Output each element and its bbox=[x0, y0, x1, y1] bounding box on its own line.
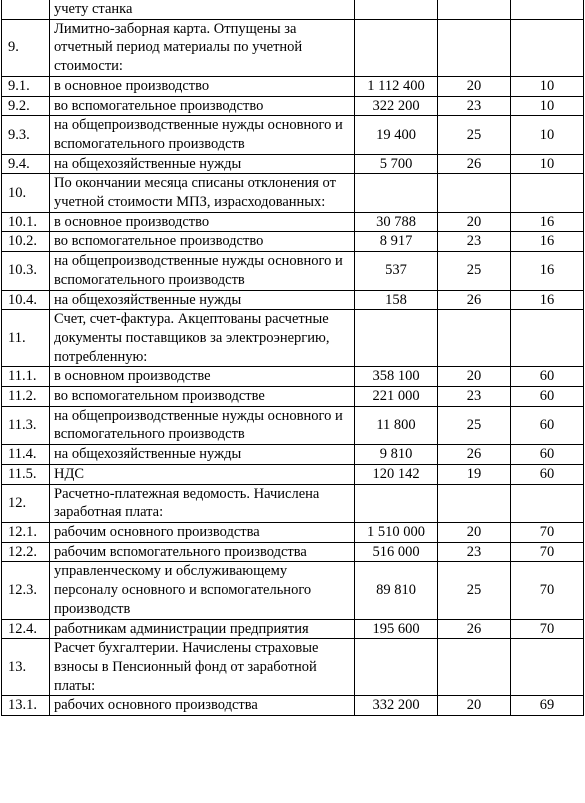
row-amount: 158 bbox=[355, 290, 438, 310]
row-amount: 322 200 bbox=[355, 96, 438, 116]
row-credit-account: 70 bbox=[511, 522, 584, 542]
row-amount bbox=[355, 484, 438, 522]
row-credit-account bbox=[511, 639, 584, 696]
row-credit-account bbox=[511, 310, 584, 367]
row-description: учету станка bbox=[50, 0, 355, 19]
row-debit-account: 25 bbox=[438, 562, 511, 619]
row-number: 13. bbox=[2, 639, 50, 696]
row-description: во вспомогательном производстве bbox=[50, 387, 355, 407]
table-row bbox=[2, 639, 584, 696]
row-credit-account: 16 bbox=[511, 290, 584, 310]
row-debit-account bbox=[438, 0, 511, 19]
row-number: 10. bbox=[2, 174, 50, 212]
row-amount: 221 000 bbox=[355, 387, 438, 407]
row-credit-account: 60 bbox=[511, 406, 584, 444]
row-description: НДС bbox=[50, 464, 355, 484]
row-credit-account: 69 bbox=[511, 696, 584, 716]
row-debit-account: 20 bbox=[438, 696, 511, 716]
row-description: рабочим основного производства bbox=[50, 522, 355, 542]
table-row bbox=[2, 232, 584, 252]
row-number: 9.1. bbox=[2, 76, 50, 96]
row-description: во вспомогательное производство bbox=[50, 232, 355, 252]
row-debit-account: 26 bbox=[438, 445, 511, 465]
row-credit-account: 70 bbox=[511, 542, 584, 562]
row-amount bbox=[355, 639, 438, 696]
row-amount: 30 788 bbox=[355, 212, 438, 232]
row-number: 12.4. bbox=[2, 619, 50, 639]
row-debit-account: 19 bbox=[438, 464, 511, 484]
row-credit-account: 70 bbox=[511, 619, 584, 639]
row-credit-account bbox=[511, 484, 584, 522]
row-description: рабочих основного производства bbox=[50, 696, 355, 716]
row-description: в основном производстве bbox=[50, 367, 355, 387]
table-row bbox=[2, 116, 584, 154]
row-description: рабочим вспомогательного производства bbox=[50, 542, 355, 562]
row-number: 11.2. bbox=[2, 387, 50, 407]
row-debit-account: 26 bbox=[438, 154, 511, 174]
row-description: в основное производство bbox=[50, 76, 355, 96]
table-row bbox=[2, 252, 584, 290]
row-debit-account bbox=[438, 310, 511, 367]
row-amount: 19 400 bbox=[355, 116, 438, 154]
row-number: 9.2. bbox=[2, 96, 50, 116]
row-debit-account: 20 bbox=[438, 367, 511, 387]
row-debit-account: 23 bbox=[438, 387, 511, 407]
row-description: на общехозяйственные нужды bbox=[50, 290, 355, 310]
row-credit-account: 10 bbox=[511, 116, 584, 154]
table-row bbox=[2, 19, 584, 76]
row-credit-account: 60 bbox=[511, 367, 584, 387]
row-amount: 11 800 bbox=[355, 406, 438, 444]
row-credit-account: 16 bbox=[511, 252, 584, 290]
row-credit-account bbox=[511, 19, 584, 76]
table-row bbox=[2, 387, 584, 407]
table-row bbox=[2, 290, 584, 310]
row-description: на общепроизводственные нужды основного и вспомогательного производств bbox=[50, 406, 355, 444]
table-row bbox=[2, 0, 584, 19]
table-row bbox=[2, 154, 584, 174]
row-description: на общепроизводственные нужды основного и вспомогательного производств bbox=[50, 116, 355, 154]
row-debit-account: 25 bbox=[438, 116, 511, 154]
journal-table bbox=[1, 0, 584, 716]
table-row bbox=[2, 522, 584, 542]
table-row bbox=[2, 696, 584, 716]
row-amount: 1 112 400 bbox=[355, 76, 438, 96]
row-number bbox=[2, 0, 50, 19]
row-description: в основное производство bbox=[50, 212, 355, 232]
row-number: 12.2. bbox=[2, 542, 50, 562]
table-row bbox=[2, 619, 584, 639]
table-row bbox=[2, 562, 584, 619]
row-number: 11. bbox=[2, 310, 50, 367]
row-number: 12. bbox=[2, 484, 50, 522]
row-amount: 1 510 000 bbox=[355, 522, 438, 542]
row-amount: 8 917 bbox=[355, 232, 438, 252]
row-number: 11.3. bbox=[2, 406, 50, 444]
row-debit-account bbox=[438, 19, 511, 76]
row-debit-account bbox=[438, 174, 511, 212]
row-debit-account: 20 bbox=[438, 76, 511, 96]
row-amount bbox=[355, 310, 438, 367]
row-debit-account: 20 bbox=[438, 522, 511, 542]
row-credit-account: 60 bbox=[511, 464, 584, 484]
row-amount: 5 700 bbox=[355, 154, 438, 174]
journal-table-body bbox=[2, 0, 584, 716]
row-number: 10.4. bbox=[2, 290, 50, 310]
row-description: во вспомогательное производство bbox=[50, 96, 355, 116]
row-credit-account bbox=[511, 0, 584, 19]
table-row bbox=[2, 310, 584, 367]
row-amount: 89 810 bbox=[355, 562, 438, 619]
row-number: 11.4. bbox=[2, 445, 50, 465]
row-debit-account: 23 bbox=[438, 232, 511, 252]
row-number: 10.2. bbox=[2, 232, 50, 252]
table-row bbox=[2, 542, 584, 562]
row-amount: 358 100 bbox=[355, 367, 438, 387]
row-number: 13.1. bbox=[2, 696, 50, 716]
row-debit-account: 20 bbox=[438, 212, 511, 232]
row-description: По окончании месяца списаны отклонения от учетной стоимости МПЗ, израсходованных: bbox=[50, 174, 355, 212]
row-debit-account bbox=[438, 484, 511, 522]
row-description: работникам администрации предприятия bbox=[50, 619, 355, 639]
row-credit-account: 70 bbox=[511, 562, 584, 619]
row-number: 11.5. bbox=[2, 464, 50, 484]
row-amount: 120 142 bbox=[355, 464, 438, 484]
row-debit-account: 23 bbox=[438, 542, 511, 562]
table-row bbox=[2, 464, 584, 484]
row-description: Расчетно-платежная ведомость. Начислена заработная плата: bbox=[50, 484, 355, 522]
table-row bbox=[2, 174, 584, 212]
row-amount bbox=[355, 174, 438, 212]
row-amount: 332 200 bbox=[355, 696, 438, 716]
row-description: Лимитно-заборная карта. Отпущены за отчетный период материалы по учетной стоимости: bbox=[50, 19, 355, 76]
row-debit-account: 23 bbox=[438, 96, 511, 116]
table-row bbox=[2, 406, 584, 444]
row-description: Расчет бухгалтерии. Начислены страховые взносы в Пенсионный фонд от заработной платы: bbox=[50, 639, 355, 696]
row-credit-account: 60 bbox=[511, 387, 584, 407]
row-amount: 195 600 bbox=[355, 619, 438, 639]
row-debit-account: 25 bbox=[438, 252, 511, 290]
row-debit-account bbox=[438, 639, 511, 696]
row-credit-account: 10 bbox=[511, 96, 584, 116]
row-number: 10.1. bbox=[2, 212, 50, 232]
row-debit-account: 26 bbox=[438, 290, 511, 310]
table-row bbox=[2, 212, 584, 232]
row-number: 12.1. bbox=[2, 522, 50, 542]
table-row bbox=[2, 367, 584, 387]
row-credit-account: 60 bbox=[511, 445, 584, 465]
row-amount: 9 810 bbox=[355, 445, 438, 465]
row-credit-account: 16 bbox=[511, 212, 584, 232]
row-number: 10.3. bbox=[2, 252, 50, 290]
row-amount: 516 000 bbox=[355, 542, 438, 562]
row-number: 9.4. bbox=[2, 154, 50, 174]
row-credit-account: 10 bbox=[511, 154, 584, 174]
row-description: на общехозяйственные нужды bbox=[50, 154, 355, 174]
row-description: управленческому и обслуживающему персоналу основного и вспомогательного производств bbox=[50, 562, 355, 619]
row-number: 12.3. bbox=[2, 562, 50, 619]
row-number: 9. bbox=[2, 19, 50, 76]
row-amount bbox=[355, 19, 438, 76]
row-credit-account bbox=[511, 174, 584, 212]
row-description: на общехозяйственные нужды bbox=[50, 445, 355, 465]
row-description: Счет, счет-фактура. Акцептованы расчетные документы поставщиков за электроэнергию, потребленную: bbox=[50, 310, 355, 367]
row-number: 11.1. bbox=[2, 367, 50, 387]
table-row bbox=[2, 76, 584, 96]
table-row bbox=[2, 445, 584, 465]
row-credit-account: 16 bbox=[511, 232, 584, 252]
row-debit-account: 25 bbox=[438, 406, 511, 444]
table-row bbox=[2, 96, 584, 116]
row-amount bbox=[355, 0, 438, 19]
row-debit-account: 26 bbox=[438, 619, 511, 639]
row-amount: 537 bbox=[355, 252, 438, 290]
row-credit-account: 10 bbox=[511, 76, 584, 96]
row-number: 9.3. bbox=[2, 116, 50, 154]
row-description: на общепроизводственные нужды основного и вспомогательного производств bbox=[50, 252, 355, 290]
table-row bbox=[2, 484, 584, 522]
